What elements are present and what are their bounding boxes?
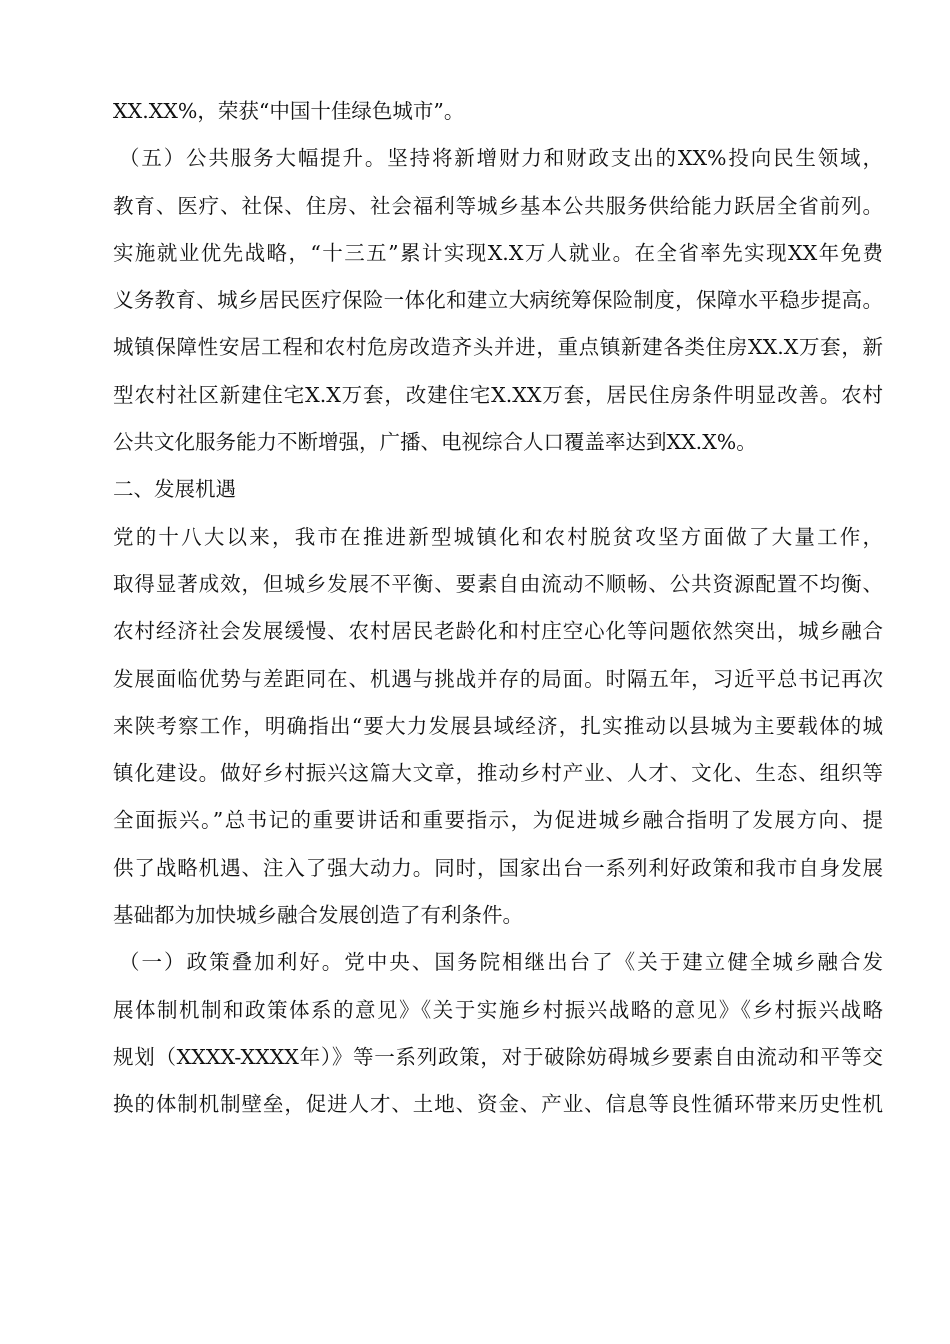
paragraph-line: 农村经济社会发展缓慢、农村居民老龄化和村庄空心化等问题依然突出，城乡融合: [113, 619, 883, 644]
paragraph-line: （五）公共服务大幅提升。坚持将新增财力和财政支出的XX%投向民生领域，: [119, 146, 883, 171]
paragraph-line: 义务教育、城乡居民医疗保险一体化和建立大病统筹保险制度，保障水平稳步提高。: [113, 288, 883, 313]
paragraph-line: 供了战略机遇、注入了强大动力。同时，国家出台一系列利好政策和我市自身发展: [113, 855, 883, 880]
paragraph-line: 公共文化服务能力不断增强，广播、电视综合人口覆盖率达到XX.X%。: [113, 430, 757, 455]
paragraph-line: 发展面临优势与差距同在、机遇与挑战并存的局面。时隔五年，习近平总书记再次: [113, 666, 883, 691]
paragraph-line: 换的体制机制壁垒，促进人才、土地、资金、产业、信息等良性循环带来历史性机: [113, 1092, 883, 1117]
paragraph-line: 党的十八大以来，我市在推进新型城镇化和农村脱贫攻坚方面做了大量工作，: [113, 524, 883, 549]
document-body: [113, 88, 883, 1129]
paragraph-line: 型农村社区新建住宅X.X万套，改建住宅X.XX万套，居民住房条件明显改善。农村: [113, 382, 883, 407]
paragraph-line: 教育、医疗、社保、住房、社会福利等城乡基本公共服务供给能力跃居全省前列。: [113, 193, 883, 218]
paragraph-line: 实施就业优先战略，“十三五”累计实现X.X万人就业。在全省率先实现XX年免费: [113, 240, 883, 265]
section-heading: 二、发展机遇: [113, 477, 236, 502]
paragraph-line: XX.XX%，荣获“中国十佳绿色城市”。: [113, 99, 465, 123]
paragraph-line: 来陕考察工作，明确指出“要大力发展县域经济，扎实推动以县城为主要载体的城: [113, 713, 883, 738]
paragraph-line: 镇化建设。做好乡村振兴这篇大文章，推动乡村产业、人才、文化、生态、组织等: [113, 761, 883, 786]
paragraph-line: 规划（XXXX-XXXX年）》等一系列政策，对于破除妨碍城乡要素自由流动和平等交: [113, 1044, 883, 1069]
paragraph-line: 展体制机制和政策体系的意见》《关于实施乡村振兴战略的意见》《乡村振兴战略: [113, 997, 883, 1022]
paragraph-line: 取得显著成效，但城乡发展不平衡、要素自由流动不顺畅、公共资源配置不均衡、: [113, 571, 883, 596]
paragraph-line: （一）政策叠加利好。党中央、国务院相继出台了《关于建立健全城乡融合发: [119, 950, 883, 975]
paragraph-line: 全面振兴。”总书记的重要讲话和重要指示，为促进城乡融合指明了发展方向、提: [113, 808, 883, 833]
paragraph-line: 城镇保障性安居工程和农村危房改造齐头并进，重点镇新建各类住房XX.X万套，新: [113, 335, 883, 360]
paragraph-line: 基础都为加快城乡融合发展创造了有利条件。: [113, 903, 523, 928]
